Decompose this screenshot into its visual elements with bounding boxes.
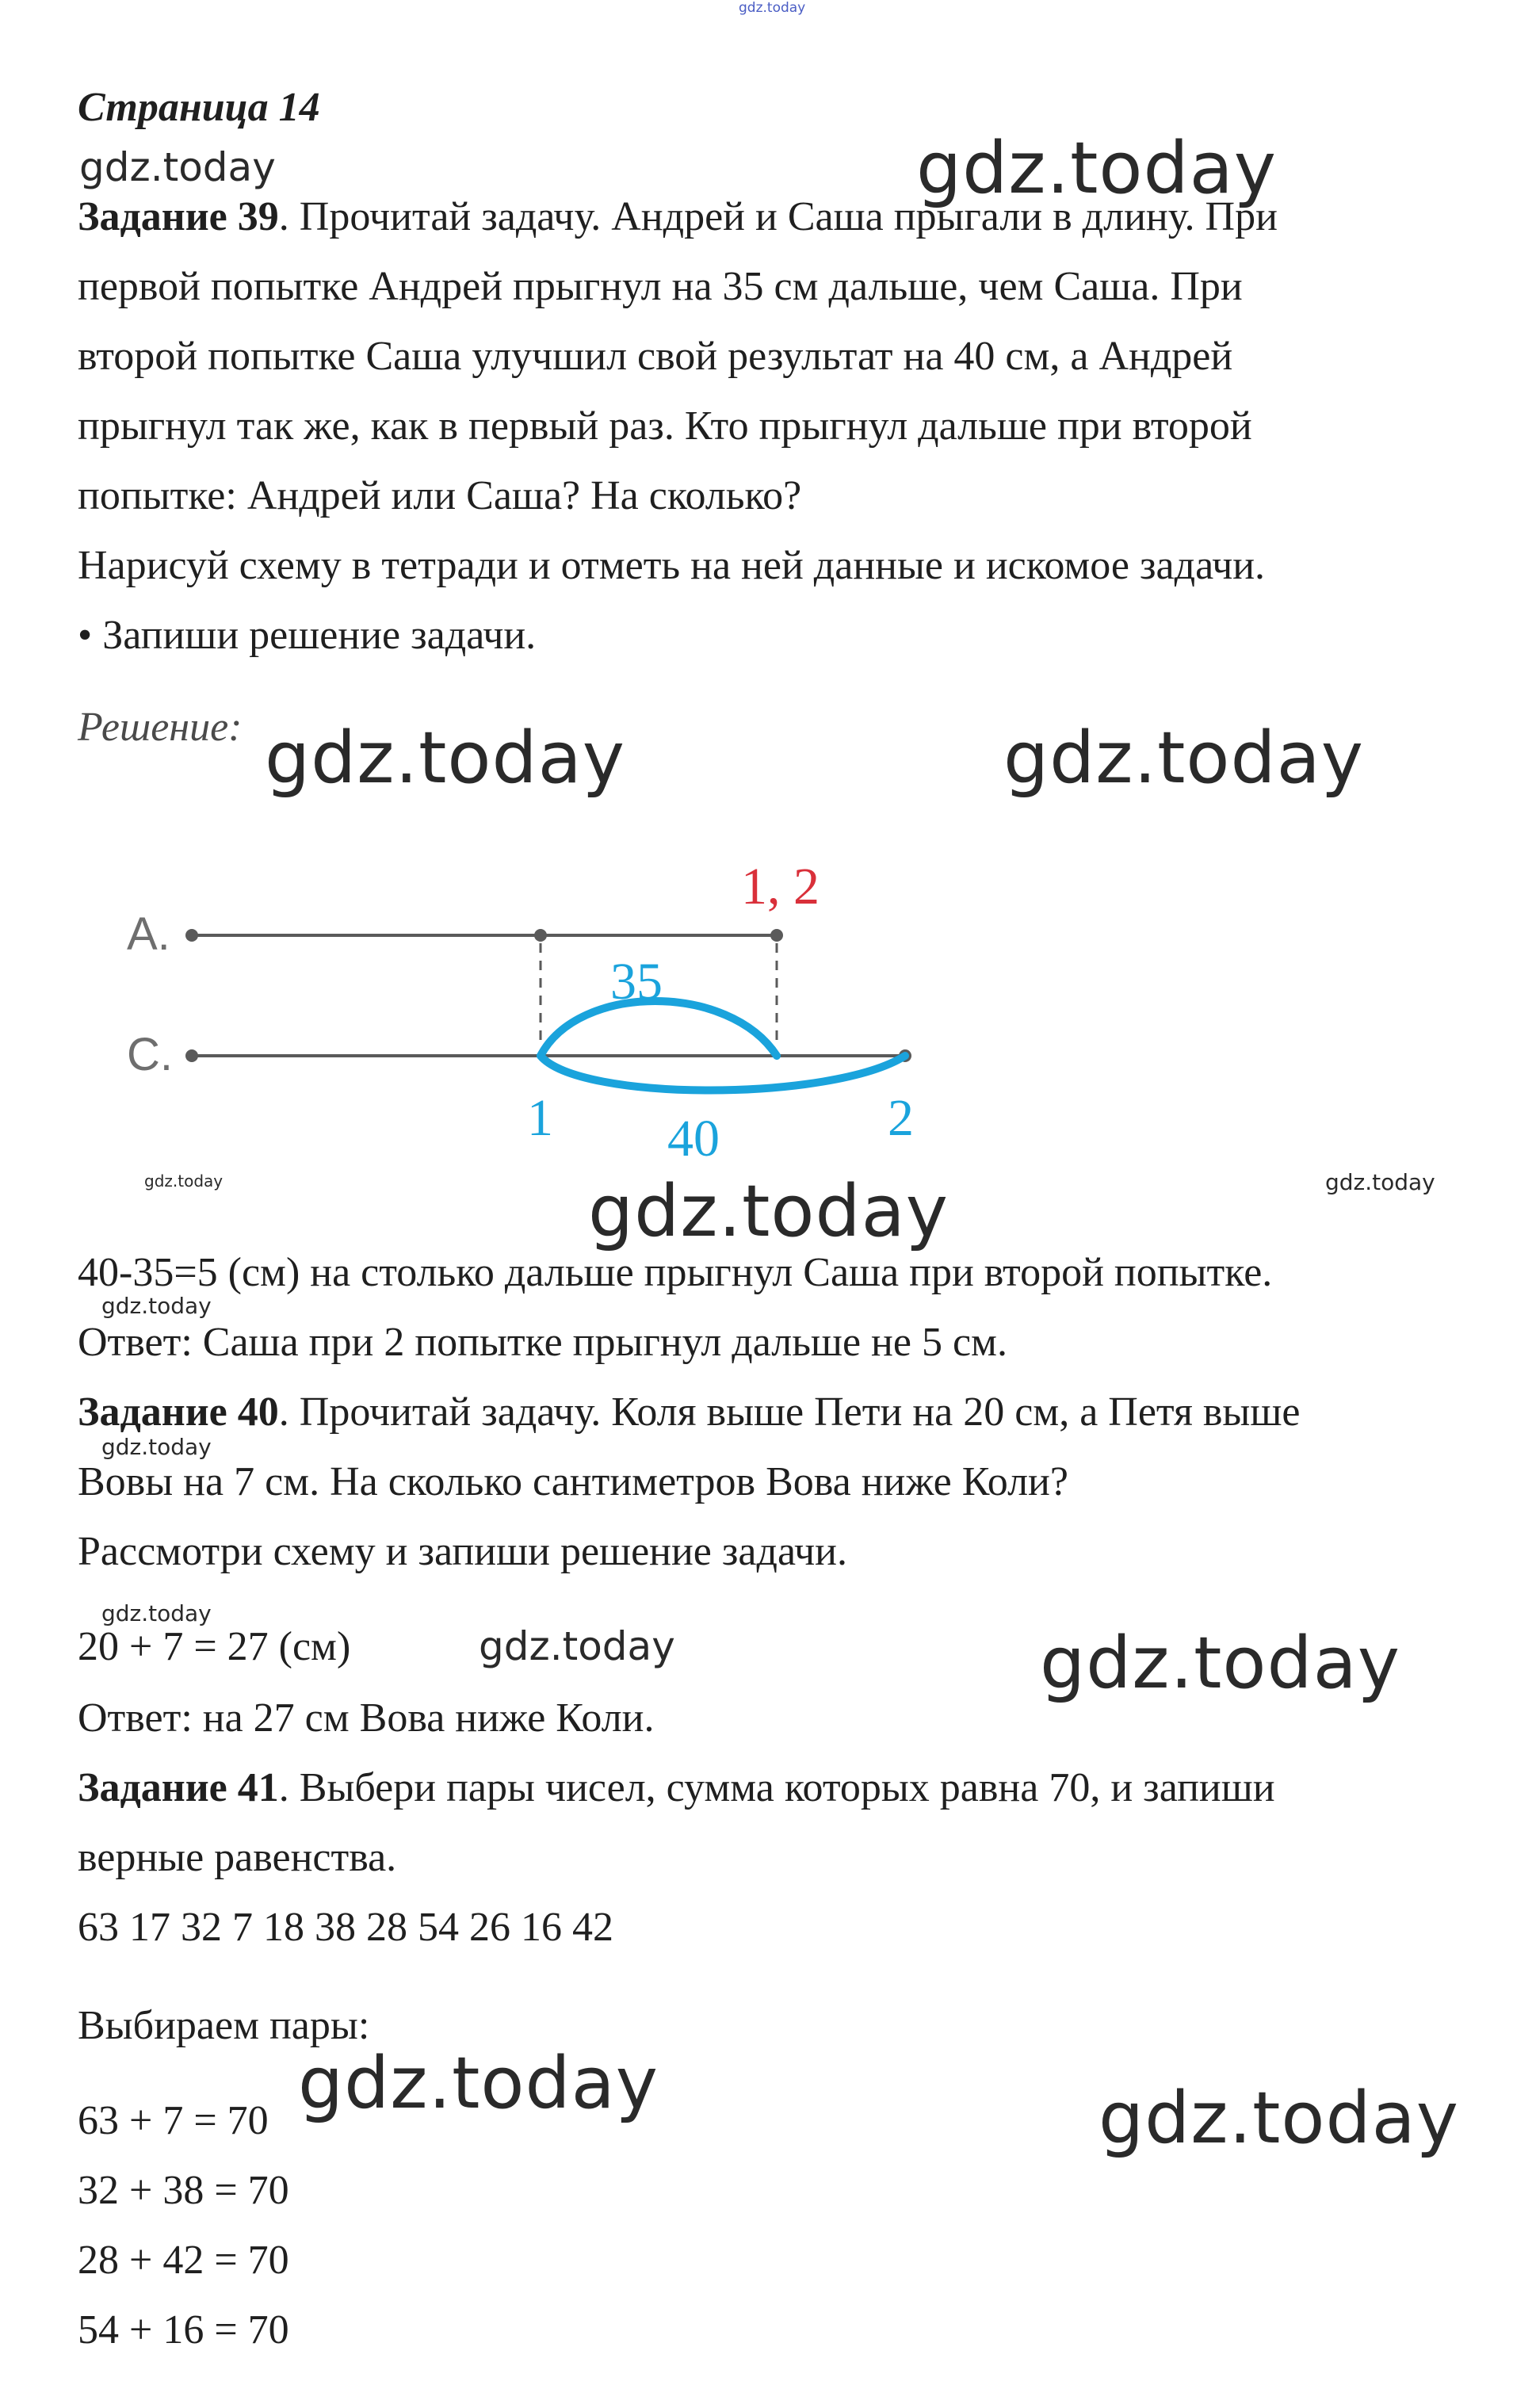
watermark: gdz.today	[588, 1170, 949, 1253]
improve-value: 40	[667, 1110, 720, 1168]
equation: 32 + 38 = 70	[78, 2168, 289, 2213]
task40-line: Задание 40. Прочитай задачу. Коля выше Пети на 20 см, а Петя выше	[78, 1389, 1301, 1435]
watermark: gdz.today	[101, 1600, 212, 1626]
watermark: gdz.today	[101, 1293, 212, 1319]
watermark: gdz.today	[916, 127, 1278, 210]
task40-calc: 20 + 7 = 27 (см)	[78, 1624, 351, 1669]
row-c-label: С.	[127, 1029, 173, 1080]
watermark: gdz.today	[479, 1623, 675, 1669]
task39-line: Нарисуй схему в тетради и отметь на ней данные и искомое задачи.	[78, 543, 1266, 588]
watermark: gdz.today	[298, 2042, 659, 2125]
jump-scheme-diagram	[103, 840, 1014, 1189]
watermark: gdz.today	[1099, 2077, 1460, 2160]
task39-line: • Запиши решение задачи.	[78, 613, 537, 658]
watermark: gdz.today	[1040, 1622, 1401, 1705]
equation: 28 + 42 = 70	[78, 2238, 289, 2283]
point-a-end	[770, 929, 783, 942]
task39-line: попытке: Андрей или Саша? На сколько?	[78, 473, 802, 518]
task39-line: первой попытке Андрей прыгнул на 35 см дальше, чем Саша. При	[78, 264, 1243, 309]
task39-answer: Ответ: Саша при 2 попытке прыгнул дальше не 5 см.	[78, 1320, 1007, 1365]
task40-line: Вовы на 7 см. На сколько сантиметров Вова ниже Коли?	[78, 1459, 1068, 1504]
task39-line: прыгнул так же, как в первый раз. Кто прыгнул дальше при второй	[78, 403, 1252, 449]
point-a-start	[185, 929, 198, 942]
watermark: gdz.today	[1325, 1169, 1435, 1195]
task39-line: Задание 39. Прочитай задачу. Андрей и Саша прыгали в длину. При	[78, 194, 1278, 239]
task40-line: Рассмотри схему и запиши решение задачи.	[78, 1529, 847, 1574]
mark-1: 1	[527, 1089, 553, 1147]
task40-label: Задание 40	[78, 1389, 279, 1435]
equation: 54 + 16 = 70	[78, 2307, 289, 2353]
watermark: gdz.today	[101, 1434, 212, 1460]
diff-value: 35	[610, 953, 663, 1011]
row-a-label: А.	[127, 908, 170, 960]
number-list: 63 17 32 7 18 38 28 54 26 16 42	[78, 1905, 613, 1950]
arc-40	[541, 1056, 905, 1091]
watermark: gdz.today	[144, 1172, 224, 1191]
task39-calc: 40-35=5 (см) на столько дальше прыгнул Саша при второй попытке.	[78, 1250, 1273, 1295]
solution-label: Решение:	[78, 705, 243, 750]
point-c-start	[185, 1049, 198, 1062]
task41-label: Задание 41	[78, 1765, 279, 1810]
watermark: gdz.today	[739, 0, 806, 16]
task39-label: Задание 39	[78, 194, 279, 239]
task41-line: верные равенства.	[78, 1835, 397, 1880]
watermark: gdz.today	[265, 717, 626, 800]
attempts-label: 1, 2	[741, 858, 820, 915]
task41-line: Задание 41. Выбери пары чисел, сумма которых равна 70, и запиши	[78, 1765, 1275, 1810]
task39-line: второй попытке Саша улучшил свой результат на 40 см, а Андрей	[78, 334, 1233, 379]
choose-label: Выбираем пары:	[78, 2003, 370, 2048]
watermark: gdz.today	[79, 144, 276, 190]
equation: 63 + 7 = 70	[78, 2098, 269, 2143]
page-title: Страница 14	[78, 85, 320, 130]
watermark: gdz.today	[1003, 717, 1365, 800]
task40-answer: Ответ: на 27 см Вова ниже Коли.	[78, 1695, 655, 1741]
point-a-mid	[534, 929, 547, 942]
mark-2: 2	[888, 1089, 914, 1147]
